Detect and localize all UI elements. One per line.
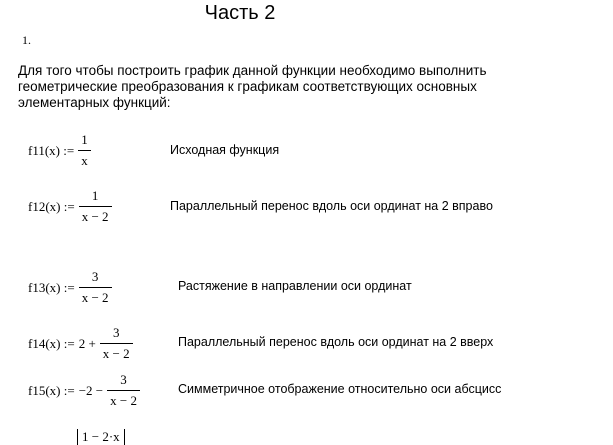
description-f14: Параллельный перенос вдоль оси ординат на 2 вверх: [178, 335, 494, 349]
formula-prefix: −2 −: [78, 382, 104, 398]
numerator: 1: [91, 188, 99, 203]
numerator: 3: [120, 372, 127, 387]
formula-lhs: f13(x) :=: [28, 279, 75, 295]
formula-prefix: 2 +: [78, 335, 96, 351]
denominator: x: [78, 150, 91, 168]
fraction: [79, 189, 112, 224]
numerator: 3: [91, 269, 99, 284]
intro-paragraph: Для того чтобы построить график данной функции необходимо выполнить геометрические преобразования к графикам соответствующих основных элементарных функций:: [18, 63, 487, 110]
denominator: x − 2: [107, 390, 140, 408]
denominator: x − 2: [79, 287, 112, 305]
formula-lhs: f11(x) :=: [28, 142, 75, 158]
description-f13: Растяжение в направлении оси ординат: [178, 279, 412, 293]
numerator: 3: [112, 325, 120, 340]
description-f15: Симметричное отображение относительно оси абсцисс: [178, 382, 502, 396]
section-title: Часть 2: [204, 2, 276, 24]
description-f12: Параллельный перенос вдоль оси ординат на 2 вправо: [170, 199, 493, 213]
item-number: 1.: [22, 33, 31, 47]
fraction: [107, 373, 140, 408]
formula-f12: [28, 189, 112, 224]
fraction: [78, 133, 91, 168]
fraction: [100, 326, 133, 361]
formula-lhs: f14(x) :=: [28, 335, 75, 351]
absolute-value-numerator: 1 − 2·x: [77, 429, 125, 445]
formula-f15: [28, 373, 140, 408]
numerator: 1: [81, 132, 88, 147]
formula-f11: [28, 133, 91, 168]
denominator: x − 2: [79, 206, 112, 224]
formula-lhs: f12(x) :=: [28, 198, 75, 214]
formula-lhs: f15(x) :=: [28, 382, 75, 398]
formula-f13: [28, 270, 112, 305]
formula-f14: [28, 326, 133, 361]
description-f11: Исходная функция: [170, 143, 280, 157]
fraction: [79, 270, 112, 305]
denominator: x − 2: [100, 343, 133, 361]
